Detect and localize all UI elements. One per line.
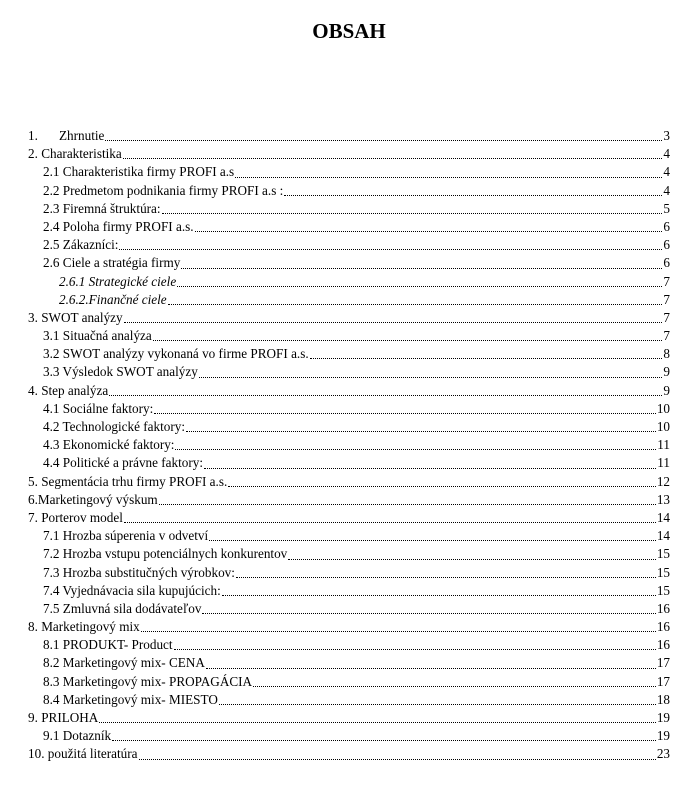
- toc-dot-leader: [109, 395, 662, 396]
- table-of-contents: [28, 127, 670, 764]
- toc-page-number: 19: [656, 710, 670, 725]
- toc-dot-leader: [204, 468, 656, 469]
- toc-page-number: 19: [656, 728, 670, 744]
- toc-page-number: 13: [656, 491, 670, 507]
- toc-entry-label: 3.1 Situačná analýza: [43, 328, 152, 344]
- toc-page-number: 15: [656, 546, 670, 562]
- toc-page-number: 7: [663, 291, 670, 307]
- toc-dot-leader: [222, 595, 656, 596]
- toc-entry-label: Zhrnutie: [59, 128, 105, 143]
- toc-page-number: 15: [656, 582, 670, 598]
- toc-dot-leader: [139, 759, 656, 760]
- toc-dot-leader: [162, 213, 662, 214]
- toc-entry-label: 7.2 Hrozba vstupu potenciálnych konkurentov: [43, 546, 288, 562]
- toc-dot-leader: [141, 631, 656, 632]
- toc-entry[interactable]: [28, 273, 670, 291]
- toc-entry-label: 7.5 Zmluvná sila dodávateľov: [43, 600, 202, 616]
- toc-page-number: 14: [656, 528, 670, 544]
- toc-entry-label: 7.3 Hrozba substitučných výrobkov:: [43, 564, 235, 580]
- toc-entry-label: 2.2 Predmetom podnikania firmy PROFI a.s :: [43, 182, 284, 198]
- toc-entry[interactable]: [28, 491, 670, 509]
- toc-entry[interactable]: [28, 436, 670, 454]
- toc-page-number: 11: [657, 455, 670, 471]
- toc-page-number: 4: [663, 146, 670, 162]
- toc-dot-leader: [206, 668, 656, 669]
- toc-entry-label: 6.Marketingový výskum: [28, 491, 158, 507]
- toc-entry[interactable]: [28, 527, 670, 545]
- toc-entry[interactable]: [28, 509, 670, 527]
- toc-entry-label: 2. Charakteristika: [28, 146, 122, 162]
- toc-entry[interactable]: [28, 145, 670, 163]
- toc-entry[interactable]: [28, 345, 670, 363]
- toc-entry[interactable]: [28, 582, 670, 600]
- toc-entry-label: 3.2 SWOT analýzy vykonaná vo firme PROFI a.s.: [43, 346, 309, 362]
- toc-page-number: 17: [656, 673, 670, 689]
- toc-page-number: 9: [663, 364, 670, 380]
- toc-entry[interactable]: [28, 600, 670, 618]
- toc-page-number: 6: [663, 237, 670, 253]
- toc-entry-label: 3. SWOT analýzy: [28, 309, 123, 325]
- toc-entry[interactable]: [28, 473, 670, 491]
- toc-entry-label: 3.3 Výsledok SWOT analýzy: [43, 364, 198, 380]
- toc-dot-leader: [202, 613, 655, 614]
- toc-dot-leader: [119, 249, 662, 250]
- toc-entry[interactable]: [28, 564, 670, 582]
- toc-page-number: 3: [663, 128, 670, 143]
- toc-page-number: 7: [663, 328, 670, 344]
- toc-entry-label: 7.4 Vyjednávacia sila kupujúcich:: [43, 582, 221, 598]
- toc-entry-label: 2.6 Ciele a stratégia firmy: [43, 255, 181, 271]
- toc-dot-leader: [195, 231, 662, 232]
- toc-entry-number: 1.: [28, 128, 38, 143]
- toc-dot-leader: [174, 649, 656, 650]
- toc-entry-label: 8.2 Marketingový mix- CENA: [43, 655, 205, 671]
- toc-entry-label: 8.4 Marketingový mix- MIESTO: [43, 691, 218, 707]
- toc-entry-label: 10. použitá literatúra: [28, 746, 138, 762]
- toc-dot-leader: [123, 158, 662, 159]
- toc-entry-label: 2.3 Firemná štruktúra:: [43, 200, 161, 216]
- toc-entry-label: 7.1 Hrozba súperenia v odvetví: [43, 528, 209, 544]
- toc-dot-leader: [124, 522, 656, 523]
- toc-dot-leader: [219, 704, 656, 705]
- toc-page-number: 6: [663, 218, 670, 234]
- toc-dot-leader: [253, 686, 656, 687]
- toc-entry[interactable]: [28, 309, 670, 327]
- toc-entry-label: 5. Segmentácia trhu firmy PROFI a.s.: [28, 473, 228, 489]
- toc-dot-leader: [284, 195, 662, 196]
- toc-entry[interactable]: [28, 618, 670, 636]
- toc-entry[interactable]: [28, 291, 670, 309]
- toc-page-number: 18: [656, 691, 670, 707]
- toc-entry[interactable]: [28, 654, 670, 672]
- toc-entry[interactable]: [28, 254, 670, 272]
- toc-entry-label: 4. Step analýza: [28, 382, 109, 398]
- toc-dot-leader: [199, 377, 662, 378]
- toc-entry-label: 4.3 Ekonomické faktory:: [43, 437, 175, 453]
- toc-entry-label: 4.2 Technologické faktory:: [43, 419, 186, 434]
- toc-entry[interactable]: [28, 200, 670, 218]
- toc-dot-leader: [99, 722, 655, 723]
- toc-page-number: 10: [656, 419, 670, 434]
- toc-dot-leader: [228, 486, 656, 487]
- toc-dot-leader: [105, 140, 662, 141]
- toc-entry-label: 9.1 Dotazník: [43, 728, 112, 744]
- toc-entry[interactable]: [28, 163, 670, 181]
- toc-page-number: 17: [656, 655, 670, 671]
- toc-entry-label: 4.4 Politické a právne faktory:: [43, 455, 204, 471]
- toc-page-number: 4: [663, 182, 670, 198]
- toc-dot-leader: [235, 177, 662, 178]
- toc-page-number: 23: [656, 746, 670, 762]
- toc-dot-leader: [153, 340, 662, 341]
- toc-page-number: 8: [663, 346, 670, 362]
- toc-entry-label: 8.1 PRODUKT- Product: [43, 637, 173, 653]
- toc-entry[interactable]: [28, 327, 670, 345]
- toc-entry[interactable]: [28, 727, 670, 745]
- toc-dot-leader: [112, 740, 656, 741]
- toc-dot-leader: [154, 413, 656, 414]
- toc-entry-label: 2.5 Zákazníci:: [43, 237, 119, 253]
- toc-page-number: 6: [663, 255, 670, 271]
- toc-entry-label: 9. PRILOHA: [28, 710, 99, 725]
- toc-entry-label: 2.6.1 Strategické ciele: [59, 273, 177, 289]
- toc-entry-label: 8.3 Marketingový mix- PROPAGÁCIA: [43, 673, 253, 689]
- toc-page-number: 7: [663, 309, 670, 325]
- toc-entry[interactable]: [28, 673, 670, 691]
- toc-entry-label: 8. Marketingový mix: [28, 619, 140, 635]
- toc-page-number: 10: [656, 400, 670, 416]
- toc-entry-label: 2.6.2.Finančné ciele: [59, 291, 167, 307]
- toc-dot-leader: [288, 559, 656, 560]
- toc-entry[interactable]: [28, 218, 670, 236]
- toc-entry[interactable]: [28, 182, 670, 200]
- toc-dot-leader: [159, 504, 656, 505]
- toc-entry-label: 7. Porterov model: [28, 509, 123, 525]
- toc-page-number: 14: [656, 509, 670, 525]
- toc-page-number: 11: [657, 437, 670, 453]
- toc-entry[interactable]: [28, 745, 670, 763]
- toc-page-number: 9: [663, 382, 670, 398]
- toc-dot-leader: [124, 322, 662, 323]
- toc-page-number: 4: [663, 164, 670, 180]
- toc-entry-label: 2.4 Poloha firmy PROFI a.s.: [43, 218, 194, 234]
- toc-entry[interactable]: [28, 454, 670, 472]
- toc-page-number: 5: [663, 200, 670, 216]
- toc-dot-leader: [175, 449, 656, 450]
- toc-entry-label: 4.1 Sociálne faktory:: [43, 400, 154, 416]
- page-title: OBSAH: [312, 19, 386, 43]
- toc-entry[interactable]: [28, 545, 670, 563]
- toc-page-number: 15: [656, 564, 670, 580]
- toc-page-number: 12: [656, 473, 670, 489]
- toc-entry[interactable]: [28, 400, 670, 418]
- toc-page-number: 16: [656, 619, 670, 635]
- toc-dot-leader: [236, 577, 656, 578]
- toc-page-number: 16: [656, 600, 670, 616]
- toc-page-number: 16: [656, 637, 670, 653]
- toc-page-number: 7: [663, 273, 670, 289]
- toc-dot-leader: [168, 304, 662, 305]
- toc-entry[interactable]: [28, 363, 670, 381]
- toc-entry-label: 2.1 Charakteristika firmy PROFI a.s: [43, 164, 235, 180]
- toc-dot-leader: [186, 431, 656, 432]
- toc-entry[interactable]: [28, 636, 670, 654]
- toc-entry[interactable]: [28, 382, 670, 400]
- toc-dot-leader: [310, 358, 662, 359]
- toc-dot-leader: [177, 286, 662, 287]
- toc-entry[interactable]: [28, 418, 670, 436]
- toc-dot-leader: [209, 540, 656, 541]
- toc-entry[interactable]: [28, 709, 670, 727]
- toc-entry[interactable]: [28, 691, 670, 709]
- toc-entry[interactable]: [28, 127, 670, 145]
- toc-dot-leader: [181, 268, 662, 269]
- toc-entry[interactable]: [28, 236, 670, 254]
